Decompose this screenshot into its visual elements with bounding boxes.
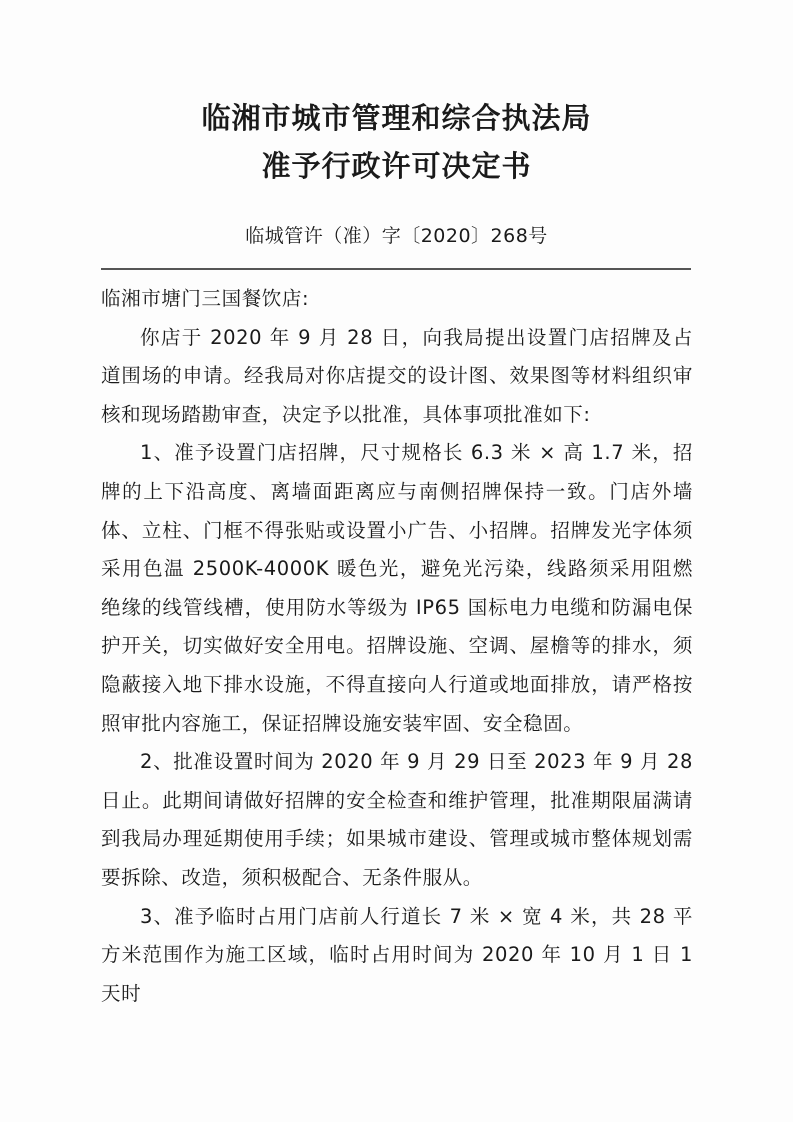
paragraph-item-3: 3、准予临时占用门店前人行道长 7 米 × 宽 4 米，共 28 平方米范围作为施工区域，临时占用时间为 2020 年 10 月 1 日 1 天时 xyxy=(101,904,693,1005)
paragraph-item-1: 1、准予设置门店招牌，尺寸规格长 6.3 米 × 高 1.7 米，招牌的上下沿高度、离墙面距离应与南侧招牌保持一致。门店外墙体、立柱、门框不得张贴或设置小广告、小招牌。招牌发光字体须采用色温 2500K-4000K 暖色光，避免光污染，线路须采用阻燃绝缘的线管线槽，使用防水等级为 IP65 国标电力电缆和防漏电保护开关，切实做好安全用电。招牌设施、空调、屋檐等的排水，须隐蔽接入地下排水设施，不得直接向人行道或地面排放，请严格按照审批内容施工，保证招牌设施安装牢固、安全稳固。 xyxy=(101,441,693,735)
addressee: 临湘市塘门三国餐饮店: xyxy=(101,287,310,310)
document-title-type: 准予行政许可决定书 xyxy=(261,149,532,183)
document-number: 临城管许（准）字〔2020〕268号 xyxy=(245,225,548,247)
paragraph-intro: 你店于 2020 年 9 月 28 日，向我局提出设置门店招牌及占道围场的申请。经我局对你店提交的设计图、效果图等材料组织审核和现场踏勘审查，决定予以批准，具体事项批准如下: xyxy=(101,325,693,426)
document-title-agency: 临湘市城市管理和综合执法局 xyxy=(201,101,592,135)
paragraph-item-2: 2、批准设置时间为 2020 年 9 月 29 日至 2023 年 9 月 28 日止。此期间请做好招牌的安全检查和维护管理，批准期限届满请到我局办理延期使用手续；如果城市建设、管理或城市整体规划需要拆除、改造，须积极配合、无条件服从。 xyxy=(101,750,693,889)
header-divider xyxy=(101,268,691,270)
letter-body xyxy=(101,280,693,1013)
